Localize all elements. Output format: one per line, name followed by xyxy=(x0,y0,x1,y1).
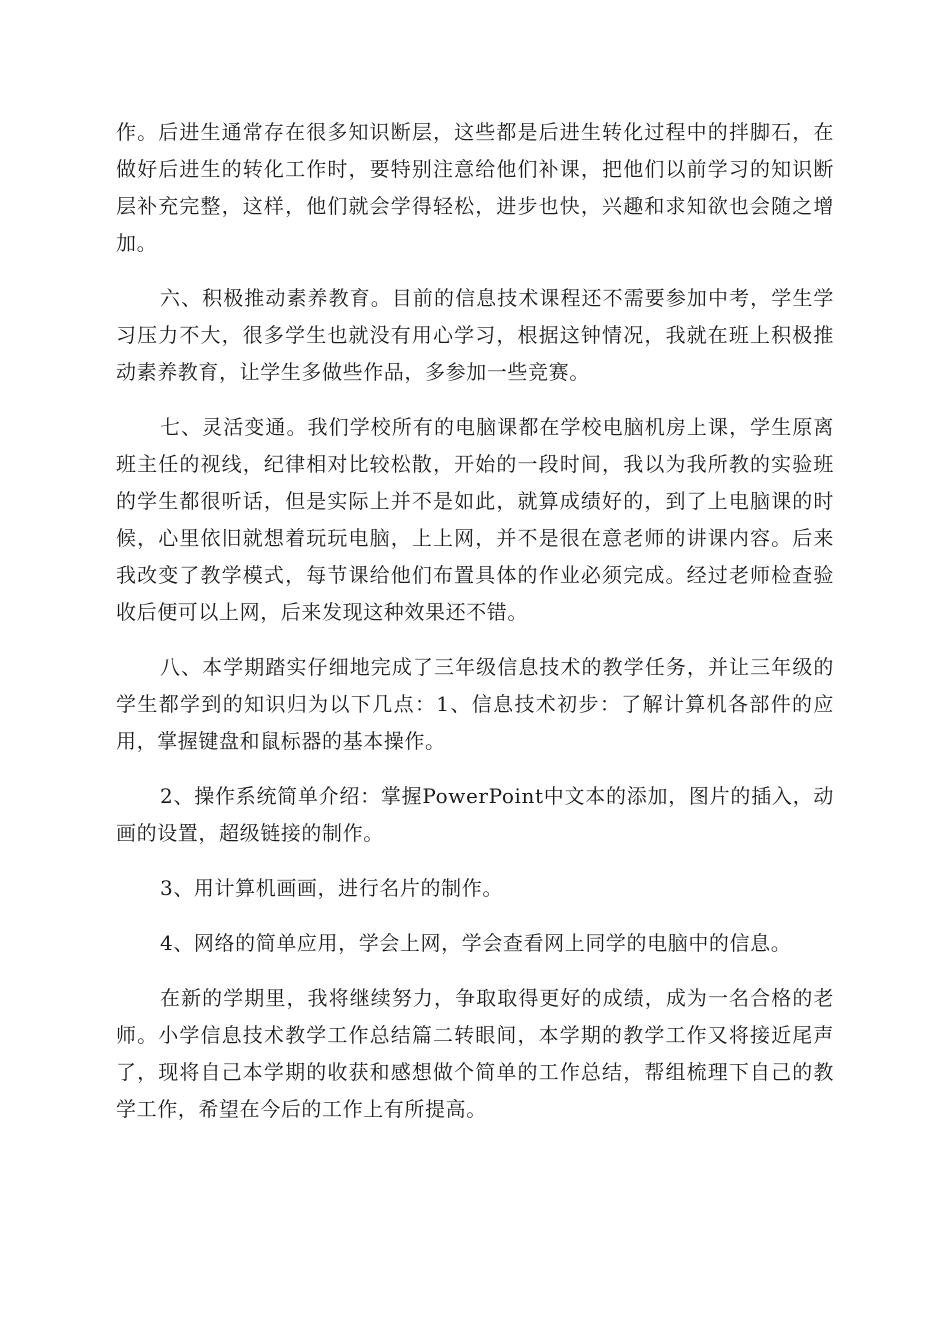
paragraph-section-7: 七、灵活变通。我们学校所有的电脑课都在学校电脑机房上课，学生原离班主任的视线，纪律相对比较松散，开始的一段时间，我以为我所教的实验班的学生都很听话，但是实际上并不是如此，就算成绩好的，到了上电脑课的时候，心里依旧就想着玩玩电脑，上上网，并不是很在意老师的讲课内容。后来我改变了教学模式，每节课给他们布置具体的作业必须完成。经过老师检查验收后便可以上网，后来发现这种效果还不错。 xyxy=(116,415,834,624)
paragraph-item-4: 4、网络的简单应用，学会上网，学会查看网上同学的电脑中的信息。 xyxy=(160,931,792,955)
paragraph-conclusion: 在新的学期里，我将继续努力，争取取得更好的成绩，成为一名合格的老师。小学信息技术教学工作总结篇二转眼间，本学期的教学工作又将接近尾声了，现将自己本学期的收获和感想做个简单的工作总结，帮组梳理下自己的教学工作，希望在今后的工作上有所提高。 xyxy=(116,986,834,1121)
paragraph-section-6: 六、积极推动素养教育。目前的信息技术课程还不需要参加中考，学生学习压力不大，很多学生也就没有用心学习，根据这钟情况，我就在班上积极推动素养教育，让学生多做些作品，多参加一些竞赛。 xyxy=(116,286,834,384)
paragraph-section-8: 八、本学期踏实仔细地完成了三年级信息技术的教学任务，并让三年级的学生都学到的知识归为以下几点：1、信息技术初步：了解计算机各部件的应用，掌握键盘和鼠标器的基本操作。 xyxy=(116,655,834,753)
paragraph-item-2: 2、操作系统简单介绍：掌握PowerPoint中文本的添加，图片的插入，动画的设置，超级链接的制作。 xyxy=(116,784,834,845)
paragraph-continued: 作。后进生通常存在很多知识断层，这些都是后进生转化过程中的拌脚石，在做好后进生的转化工作时，要特别注意给他们补课，把他们以前学习的知识断层补充完整，这样，他们就会学得轻松，进步也快，兴趣和求知欲也会随之增加。 xyxy=(116,120,834,255)
document-page xyxy=(116,114,834,1146)
paragraph-item-3: 3、用计算机画画，进行名片的制作。 xyxy=(160,876,503,900)
